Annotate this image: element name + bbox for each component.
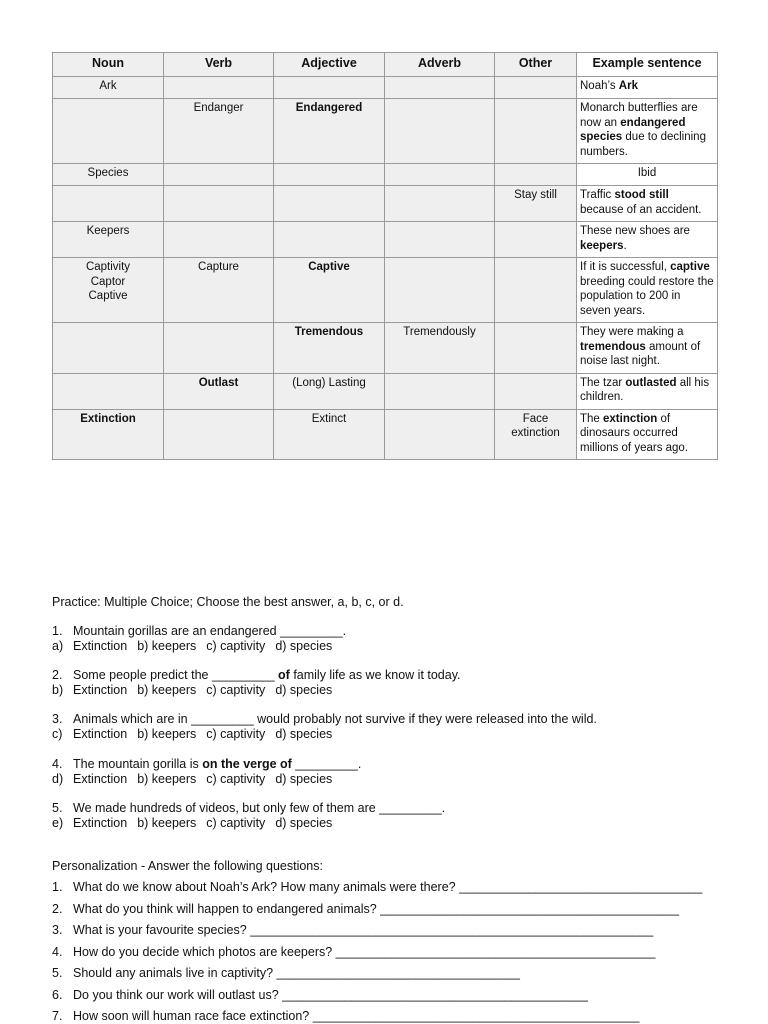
question-text: The mountain gorilla is [73,757,203,771]
cell-text: Ark [99,80,117,92]
example-text: The [580,412,604,425]
question-number: 6. [52,987,63,1002]
word-forms-table [52,52,718,460]
table-row [53,99,718,164]
cell-example-sentence [577,222,718,258]
option-letter: e) [52,816,64,830]
table-row [53,164,718,186]
cell-text: Extinct [311,412,347,425]
cell-text: Captor [90,275,126,288]
header-other: Other [495,53,577,77]
question-text[interactable]: What is your favourite species? __________________________________________________________ [73,923,654,937]
answer-option[interactable]: d) species [275,683,333,697]
example-text: . [623,239,627,252]
cell-verb [164,99,274,164]
cell-adverb [385,373,495,409]
answer-option[interactable]: d) species [275,639,333,653]
answer-option[interactable]: d) species [275,772,333,786]
question-number: 5. [52,801,63,815]
cell-text: Stay still [514,189,557,201]
cell-other [495,323,577,374]
table-row [53,186,718,222]
cell-text: Keepers [86,225,130,237]
example-text: The tzar [580,376,626,389]
cell-noun [53,186,164,222]
cell-example-sentence [577,323,718,374]
question-text[interactable]: Should any animals live in captivity? ___________________________________ [73,966,520,980]
cell-other [495,99,577,164]
question-text: Mountain gorillas are an endangered _________. [73,624,347,638]
cell-verb [164,258,274,323]
example-text: Traffic [580,189,615,201]
cell-noun [53,373,164,409]
answer-options [52,639,342,653]
practice-question [52,712,597,726]
cell-other [495,164,577,186]
cell-noun [53,77,164,99]
option-letter: c) [52,727,63,741]
option-letter: b) [52,683,64,697]
table-header-row [53,53,718,77]
question-number: 4. [52,944,63,959]
personalization-heading: Personalization - Answer the following questions: [52,859,323,873]
question-number: 3. [52,923,63,937]
cell-other [495,222,577,258]
cell-adjective [274,409,385,460]
table-row [53,323,718,374]
answer-options [52,772,342,786]
example-text: If it is successful, [580,261,671,273]
cell-verb [164,186,274,222]
cell-text: Captive [308,261,350,273]
personalization-question [52,923,653,937]
practice-question [52,801,445,815]
question-text: _________. [291,757,362,771]
answer-option[interactable]: Extinction [73,683,128,697]
answer-option[interactable]: Extinction [73,727,128,741]
cell-example-sentence [577,409,718,460]
cell-adjective [274,323,385,374]
answer-option[interactable]: b) keepers [137,772,197,786]
cell-verb [164,222,274,258]
cell-example-sentence [577,186,718,222]
header-noun: Noun [53,53,164,77]
cell-example-sentence [577,164,718,186]
cell-adverb [385,77,495,99]
practice-question [52,668,461,682]
cell-example-sentence [577,77,718,99]
question-number: 3. [52,712,63,726]
personalization-question [52,966,520,980]
question-text[interactable]: How soon will human race face extinction? _______________________________________________ [73,1009,640,1023]
example-text: Noah’s [580,80,619,92]
answer-options [52,816,342,830]
question-text: Animals which are in _________ would probably not survive if they were released into the wild. [73,712,597,726]
header-adverb: Adverb [385,53,495,77]
cell-adverb [385,164,495,186]
cell-other [495,409,577,460]
cell-verb [164,409,274,460]
cell-adverb [385,222,495,258]
header-example-sentence: Example sentence [577,53,718,77]
example-text: keepers [580,239,624,252]
question-text: Some people predict the _________ [73,668,279,682]
cell-adverb [385,323,495,374]
cell-adjective [274,222,385,258]
cell-other [495,186,577,222]
header-adjective: Adjective [274,53,385,77]
answer-option[interactable]: Extinction [73,772,128,786]
answer-option[interactable]: Extinction [73,816,128,830]
personalization-question [52,988,588,1002]
cell-other [495,258,577,323]
option-letter: a) [52,639,64,653]
example-text: due to declining numbers. [580,131,706,158]
cell-text: Endangered [295,102,363,114]
question-number: 2. [52,668,63,682]
table-row [53,258,718,323]
cell-noun [53,99,164,164]
cell-other [495,373,577,409]
personalization-question [52,880,702,894]
cell-noun [53,164,164,186]
example-text: extinction [603,412,658,425]
cell-text: (Long) Lasting [292,376,366,389]
answer-options [52,727,342,741]
answer-options [52,683,342,697]
answer-option[interactable]: d) species [275,816,333,830]
table-row [53,222,718,258]
cell-adjective [274,258,385,323]
cell-adverb [385,186,495,222]
answer-option[interactable]: b) keepers [137,727,197,741]
question-text: We made hundreds of videos, but only few of them are _________. [73,801,446,815]
example-text: endangered species [580,116,686,143]
example-text: outlasted [625,376,677,389]
practice-heading: Practice: Multiple Choice; Choose the best answer, a, b, c, or d. [52,595,404,609]
practice-question [52,624,346,638]
cell-verb [164,373,274,409]
example-text: breeding could restore the population to 200 in seven years. [580,275,714,317]
cell-verb [164,77,274,99]
question-number: 7. [52,1009,63,1023]
example-text: captive [670,261,710,273]
cell-text: Captive [88,290,128,302]
cell-text: Face extinction [511,412,560,439]
answer-option[interactable]: c) captivity [206,727,266,741]
cell-verb [164,323,274,374]
cell-noun [53,323,164,374]
example-text: These new shoes are [580,225,690,237]
cell-adjective [274,99,385,164]
cell-adjective [274,164,385,186]
example-text: amount of noise last night. [580,340,701,367]
example-text: tremendous [580,340,646,353]
question-text: family life as we know it today. [289,668,461,682]
cell-text: Species [87,167,129,179]
cell-adverb [385,258,495,323]
cell-noun [53,222,164,258]
answer-option[interactable]: d) species [275,727,333,741]
cell-adjective [274,77,385,99]
table-row [53,373,718,409]
cell-verb [164,164,274,186]
question-text[interactable]: What do we know about Noah’s Ark? How many animals were there? ___________________________________ [73,880,703,894]
cell-text: Ibid [637,167,657,179]
example-text: Monarch butterflies are now an [580,102,698,129]
question-text[interactable]: How do you decide which photos are keepers? ______________________________________________ [73,944,656,959]
cell-text: Captivity [85,261,131,273]
example-text: They were making a [580,326,684,338]
personalization-question [52,945,655,959]
example-text: because of an accident. [580,203,702,216]
cell-adjective [274,373,385,409]
question-number: 1. [52,624,63,638]
question-text[interactable]: Do you think our work will outlast us? ____________________________________________ [73,987,589,1002]
cell-text: Extinction [80,412,136,425]
cell-text: Endanger [193,102,244,114]
example-text: all his children. [580,376,710,403]
answer-option[interactable]: b) keepers [137,639,197,653]
cell-example-sentence [577,373,718,409]
cell-example-sentence [577,99,718,164]
question-text[interactable]: What do you think will happen to endangered animals? ___________________________________________ [73,901,680,916]
table-row [53,77,718,99]
cell-text: Tremendously [403,326,476,338]
practice-question [52,757,361,771]
example-text: Ark [618,80,638,92]
cell-noun [53,409,164,460]
cell-adjective [274,186,385,222]
header-verb: Verb [164,53,274,77]
personalization-question [52,902,679,916]
answer-option[interactable]: b) keepers [137,683,197,697]
cell-adverb [385,409,495,460]
answer-option[interactable]: c) captivity [206,639,266,653]
example-text: of dinosaurs occurred millions of years ago. [580,412,689,454]
cell-noun [53,258,164,323]
cell-adverb [385,99,495,164]
personalization-question [52,1009,639,1023]
answer-option[interactable]: c) captivity [206,772,266,786]
cell-text: Tremendous [294,326,364,338]
answer-option[interactable]: c) captivity [206,683,266,697]
question-number: 2. [52,901,63,916]
cell-text: Capture [198,261,239,273]
question-text: of [278,668,290,682]
option-letter: d) [52,772,64,786]
question-number: 5. [52,966,63,980]
example-text: stood still [614,189,669,201]
cell-other [495,77,577,99]
table-row [53,409,718,460]
answer-option[interactable]: Extinction [73,639,128,653]
cell-example-sentence [577,258,718,323]
question-number: 1. [52,880,63,894]
answer-option[interactable]: b) keepers [137,816,197,830]
question-text: on the verge of [202,757,292,771]
answer-option[interactable]: c) captivity [206,816,266,830]
cell-text: Outlast [198,376,239,389]
question-number: 4. [52,757,63,771]
